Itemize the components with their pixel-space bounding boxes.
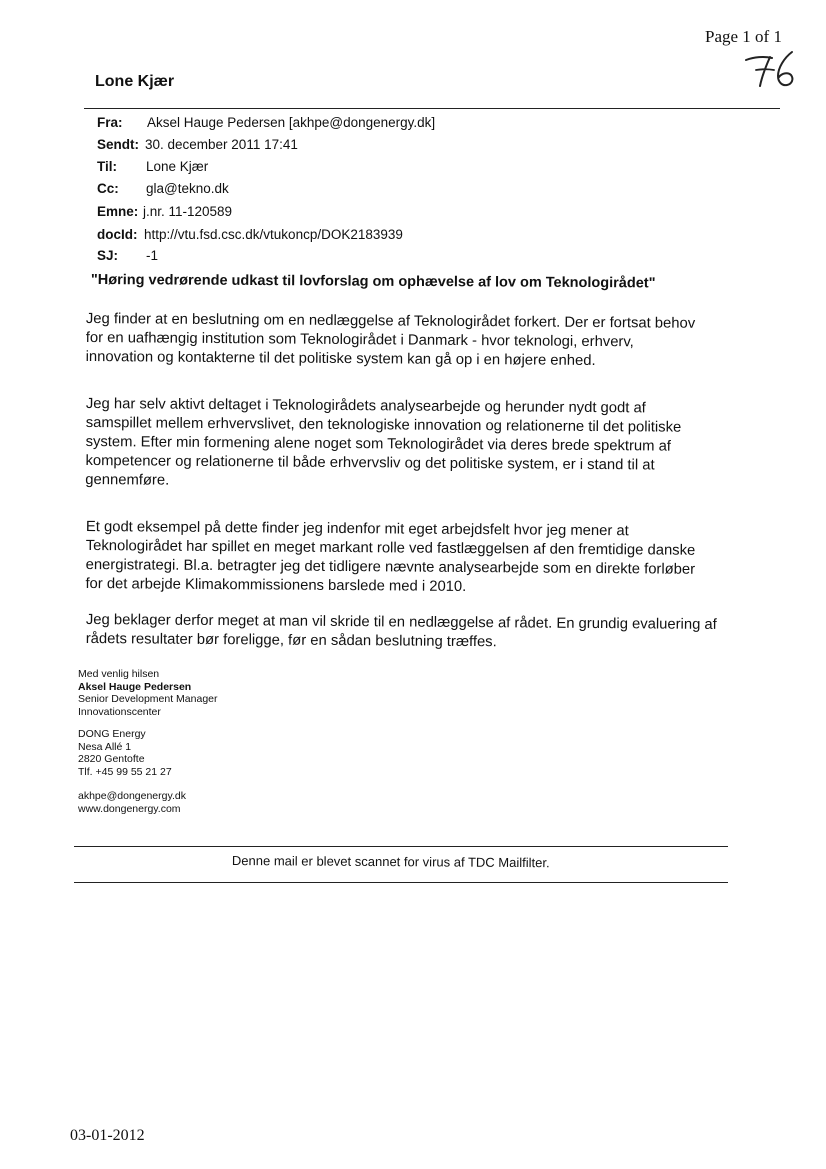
body-paragraph-1 (86, 310, 746, 372)
header-value: 30. december 2011 17:41 (145, 137, 298, 152)
header-divider (84, 108, 780, 109)
body-line: gennemføre. (85, 471, 170, 489)
signature-address (78, 728, 172, 778)
body-line: for en uafhængig institution som Teknologirådet i Danmark - hvor teknologi, erhverv, (85, 329, 634, 351)
header-label: SJ: (97, 248, 119, 263)
signature-web: www.dongenergy.com (78, 802, 181, 815)
header-from (97, 115, 435, 130)
virus-scan-note: Denne mail er blevet scannet for virus af TDC Mailfilter. (231, 853, 550, 871)
header-label: Til: (97, 159, 117, 174)
signature-greeting: Med venlig hilsen (78, 668, 160, 680)
footer-divider-top (74, 846, 728, 847)
body-line: Teknologirådet har spillet en meget markant rolle ved fastlæggelsen af den fremtidige danske (85, 537, 696, 559)
header-value: Lone Kjær (146, 159, 209, 174)
body-paragraph-4 (86, 611, 746, 654)
body-line: Et godt eksempel på dette finder jeg indenfor mit eget arbejdsfelt hvor jeg mener at (85, 518, 629, 540)
header-sj (97, 248, 158, 263)
header-sent (97, 137, 298, 152)
header-label: Fra: (97, 115, 123, 130)
body-line: energistrategi. Bl.a. betragter jeg det tidligere nævnte analysearbejde som en direkte forløber (85, 556, 696, 578)
footer-divider-bottom (74, 882, 728, 883)
body-line: innovation og kontakterne til det politiske system kan gå op i en højere enhed. (85, 348, 596, 370)
mailbox-owner-name: Lone Kjær (95, 73, 175, 90)
header-label: docId: (97, 227, 138, 242)
signature-block (78, 668, 218, 718)
header-subject (97, 204, 232, 219)
body-line: rådets resultater bør foreligge, før en sådan beslutning træffes. (85, 630, 497, 651)
header-cc (97, 181, 229, 196)
email-subject-heading: "Høring vedrørende udkast til lovforslag om ophævelse af lov om Teknologirådet" (90, 272, 656, 292)
signature-contact (78, 790, 186, 815)
body-line: system. Efter min formening alene noget som Teknologirådet via deres brede spektrum af (85, 433, 672, 455)
header-label: Cc: (97, 181, 119, 196)
header-label: Emne: (97, 204, 139, 219)
body-line: kompetencer og relationerne til både erhvervsliv og det politiske system, er i stand til at (85, 452, 655, 474)
signature-city: 2820 Gentofte (78, 753, 145, 765)
signature-company: DONG Energy (78, 728, 146, 740)
handwritten-number-mark (740, 48, 800, 90)
signature-street: Nesa Allé 1 (78, 740, 132, 753)
page-number-label: Page 1 of 1 (705, 27, 782, 46)
body-line: Jeg beklager derfor meget at man vil skride til en nedlæggelse af rådet. En grundig evaluering af (85, 611, 717, 633)
body-line: Jeg har selv aktivt deltaget i Teknologirådets analysearbejde og herunder nydt godt af (85, 395, 646, 417)
header-value: gla@tekno.dk (146, 181, 229, 196)
signature-title: Senior Development Manager (78, 693, 218, 705)
header-label: Sendt: (97, 137, 139, 152)
signature-name: Aksel Hauge Pedersen (78, 680, 192, 693)
header-value: http://vtu.fsd.csc.dk/vtukoncp/DOK2183939 (144, 227, 403, 242)
body-paragraph-2 (85, 395, 746, 495)
header-value: Aksel Hauge Pedersen [akhpe@dongenergy.dk] (147, 115, 436, 130)
header-value: -1 (146, 248, 159, 263)
footer-date: 03-01-2012 (70, 1127, 145, 1144)
header-docid (97, 227, 403, 242)
signature-department: Innovationscenter (78, 705, 161, 718)
header-to (97, 159, 208, 174)
body-line: samspillet mellem erhvervslivet, den teknologiske innovation og relationerne til det politiske (85, 414, 682, 436)
body-line: Jeg finder at en beslutning om en nedlæggelse af Teknologirådet forkert. Der er fortsat behov (85, 310, 696, 332)
signature-email: akhpe@dongenergy.dk (78, 790, 186, 802)
signature-phone: Tlf. +45 99 55 21 27 (78, 765, 172, 778)
body-line: for det arbejde Klimakommissionens barslede med i 2010. (85, 575, 467, 595)
header-value: j.nr. 11-120589 (143, 204, 233, 219)
body-paragraph-3 (85, 518, 746, 599)
